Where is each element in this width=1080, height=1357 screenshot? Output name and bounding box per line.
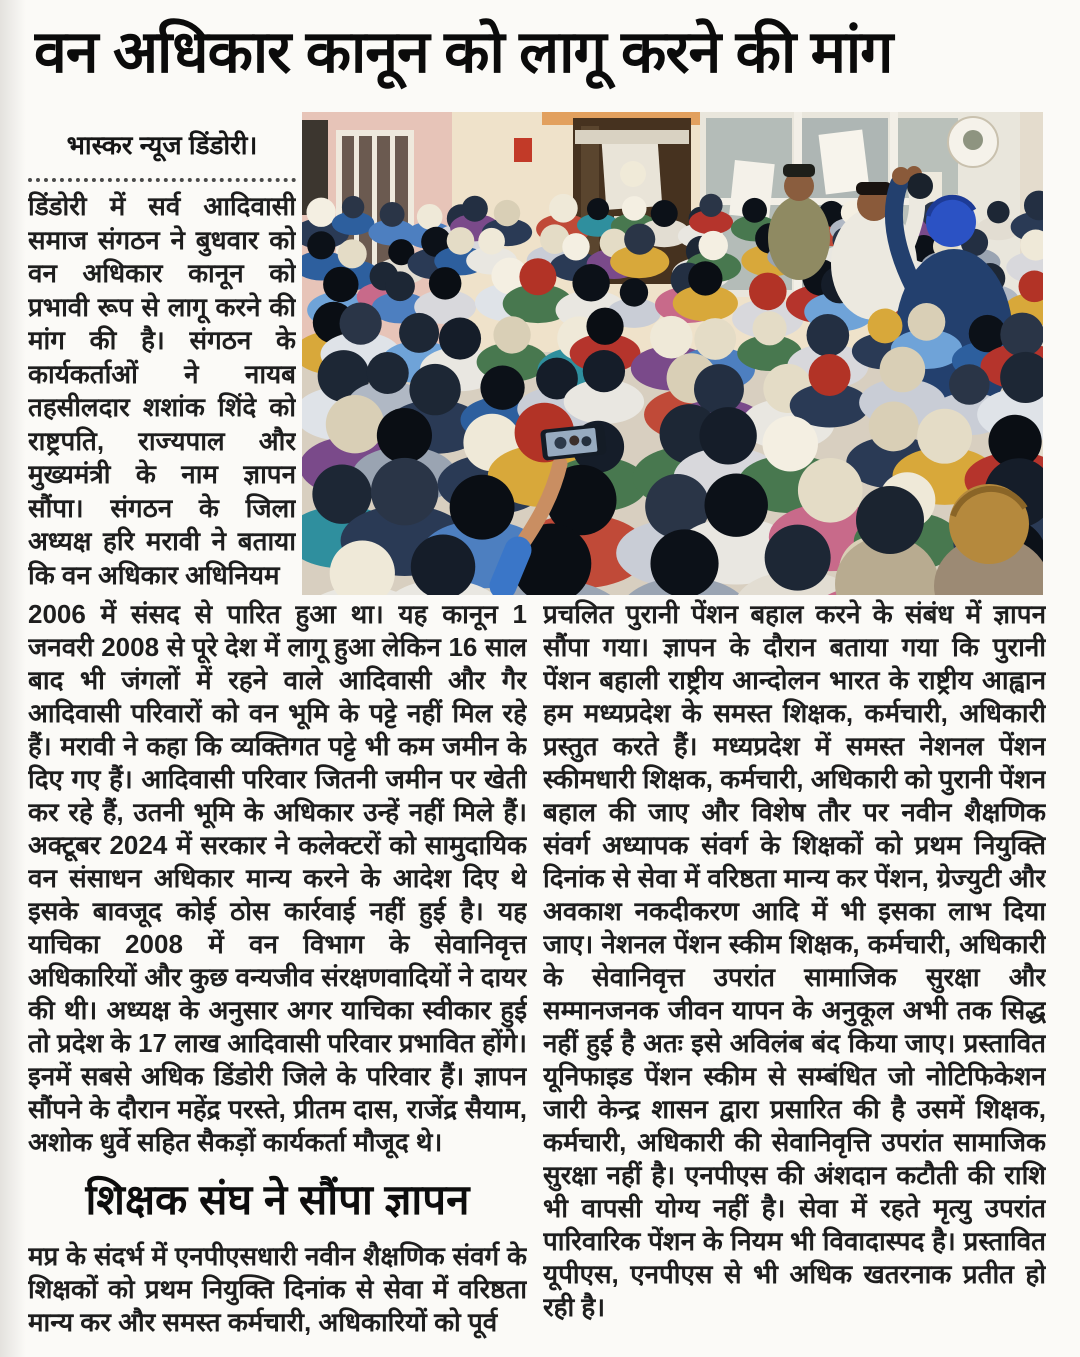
byline	[28, 126, 296, 182]
crowd-photo-illustration	[302, 112, 1043, 595]
white-cap-head	[620, 161, 646, 187]
article-photo	[302, 112, 1043, 595]
headline: वन अधिकार कानून को लागू करने की मांग	[34, 19, 893, 85]
byline-text: भास्कर न्यूज डिंडोरी।	[66, 130, 258, 160]
subheadline: शिक्षक संघ ने सौंपा ज्ञापन	[85, 1176, 470, 1223]
intro-paragraph: डिंडोरी में सर्व आदिवासी समाज संगठन ने बुधवार को वन अधिकार कानून को प्रभावी रूप से लागू करने की मांग की है। संगठन के कार्यकर्ताओं ने नायब तहसीलदार शशांक शिंदे को राष्ट्रपति, राज्यपाल और मुख्यमंत्री के नाम ज्ञापन सौंपा। संगठन के जिला अध्यक्ष हरि मरावी ने बताया कि वन अधिकार अधिनियम	[28, 191, 296, 590]
left-column-paragraph: 2006 में संसद से पारित हुआ था। यह कानून 1 जनवरी 2008 से पूरे देश में लागू हुआ लेकिन 16 साल बाद भी जंगलों में रहने वाले आदिवासी और गैर आदिवासी परिवारों को वन भूमि के पट्टे नहीं मिल रहे हैं। मरावी ने कहा कि व्यक्तिगत पट्टे भी कम जमीन के दिए गए हैं। आदिवासी परिवार जितनी जमीन पर खेती कर रहे हैं, उतनी भूमि के अधिकार उन्हें नहीं मिले हैं। अक्टूबर 2024 में सरकार ने कलेक्टरों को सामुदायिक वन संसाधन अधिकार मान्य करने के आदेश दिए थे इसके बावजूद कोई ठोस कार्रवाई नहीं हुई है। यह याचिका 2008 में वन विभाग के सेवानिवृत्त अधिकारियों और कुछ वन्यजीव संरक्षणवादियों ने दायर की थी। अध्यक्ष के अनुसार अगर याचिका स्वीकार हुई तो प्रदेश के 17 लाख आदिवासी परिवार प्रभावित होंगे। इनमें सबसे अधिक डिंडोरी जिले के परिवार हैं। ज्ञापन सौंपने के दौरान महेंद्र परस्ते, प्रीतम दास, राजेंद्र सैयाम, अशोक धुर्वे सहित सैकड़ों कार्यकर्ता मौजूद थे।	[28, 599, 527, 1157]
right-column-paragraph: प्रचलित पुरानी पेंशन बहाल करने के संबंध में ज्ञापन सौंपा गया। ज्ञापन के दौरान बताया गया कि पुरानी पेंशन बहाली राष्ट्रीय आन्दोलन भारत के राष्ट्रीय आह्वान हम मध्यप्रदेश के समस्त शिक्षक, कर्मचारी, अधिकारी प्रस्तुत करते हैं। मध्यप्रदेश में समस्त नेशनल पेंशन स्कीमधारी शिक्षक, कर्मचारी, अधिकारी को पुरानी पेंशन बहाल की जाए और विशेष तौर पर नवीन शैक्षणिक संवर्ग अध्यापक संवर्ग के शिक्षकों को प्रथम नियुक्ति दिनांक से सेवा में वरिष्ठता मान्य कर पेंशन, ग्रेज्युटी और अवकाश नकदीकरण आदि में भी इसका लाभ दिया जाए। नेशनल पेंशन स्कीम शिक्षक, कर्मचारी, अधिकारी के सेवानिवृत्त उपरांत सामाजिक सुरक्षा और सम्मानजनक जीवन यापन के अनुकूल अभी तक सिद्ध नहीं हुई है अतः इसे अविलंब बंद किया जाए। प्रस्तावित यूनिफाइड पेंशन स्कीम से सम्बंधित जो नोटिफिकेशन जारी केन्द्र शासन द्वारा प्रसारित की है उसमें शिक्षक, कर्मचारी, अधिकारी की सेवानिवृत्ति उपरांत सामाजिक सुरक्षा नहीं है। एनपीएस की अंशदान कटौती की राशि भी वापसी योग्य नहीं है। सेवा में रहते मृत्यु उपरांत पारिवारिक पेंशन के नियम भी विवादास्पद है। प्रस्तावित यूपीएस, एनपीएस से भी अधिक खतरनाक प्रतीत हो रही है।	[543, 599, 1046, 1322]
crowd-front-rows	[302, 302, 1043, 595]
dark-cap-head	[907, 173, 933, 199]
red-wall-box	[514, 138, 532, 162]
wall-sign-circle	[948, 117, 998, 167]
left-bottom-paragraph: मप्र के संदर्भ में एनपीएसधारी नवीन शैक्षणिक संवर्ग के शिक्षकों को प्रथम नियुक्ति दिनांक से सेवा में वरिष्ठता मान्य कर और समस्त कर्मचारी, अधिकारियों को पूर्व	[28, 1241, 527, 1337]
